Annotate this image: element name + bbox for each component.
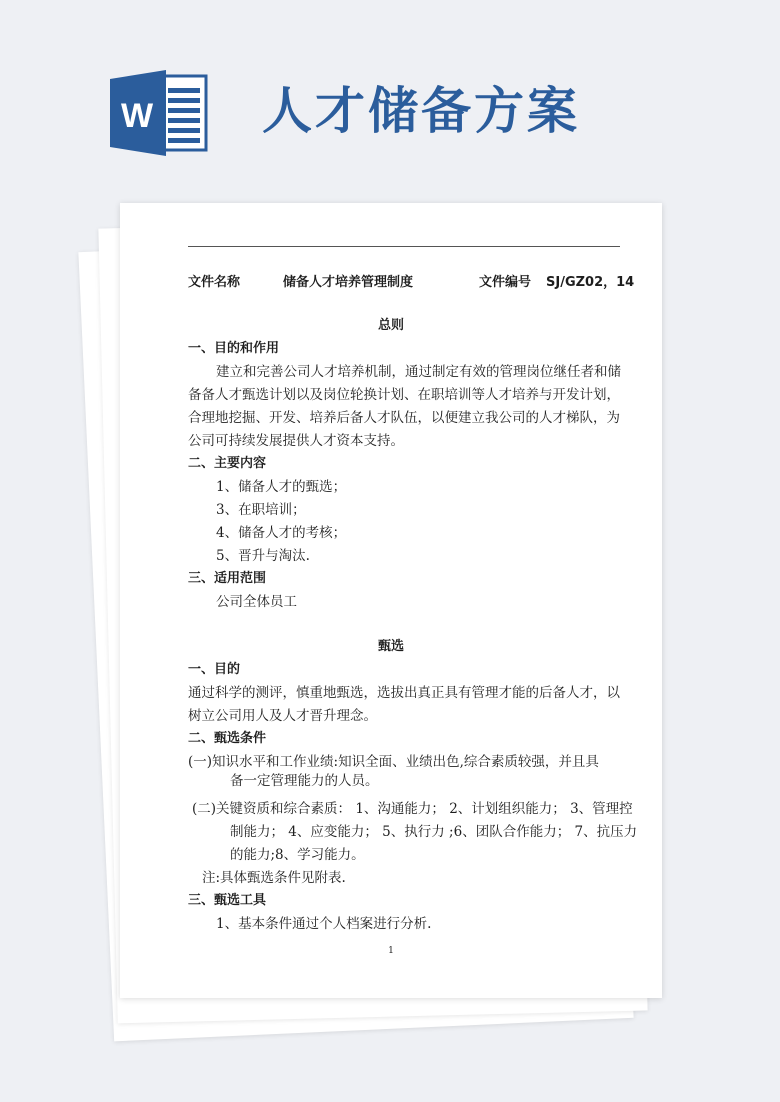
condition-line: (二)关键资质和综合素质： 1、沟通能力； 2、计划组织能力； 3、管理控 — [192, 801, 633, 817]
list-item: 4、储备人才的考核； — [216, 525, 347, 541]
section-title-selection: 甄选 — [377, 639, 404, 654]
general-s2-heading: 二、主要内容 — [188, 456, 267, 471]
paragraph-line: 公司可持续发展提供人才资本支持。 — [188, 433, 404, 449]
list-item: 3、在职培训； — [216, 502, 306, 518]
tool-item: 1、基本条件通过个人档案进行分析. — [216, 916, 432, 932]
note-text: 注:具体甄选条件见附表. — [202, 870, 346, 886]
doc-name-label: 文件名称 — [188, 275, 241, 290]
page-number: 1 — [388, 946, 394, 956]
general-s1-heading: 一、目的和作用 — [188, 341, 280, 356]
section-title-general: 总则 — [377, 318, 404, 333]
selection-s1-heading: 一、目的 — [188, 662, 241, 677]
doc-no-label: 文件编号 — [479, 275, 532, 290]
paragraph-line: 合理地挖掘、开发、培养后备人才队伍，以便建立我公司的人才梯队，为 — [188, 410, 620, 426]
header-rule — [188, 246, 620, 247]
paragraph-line: 树立公司用人及人才晋升理念。 — [188, 708, 377, 724]
doc-no-value: SJ/GZ02，14 — [546, 275, 635, 290]
condition-line: 备一定管理能力的人员。 — [230, 773, 379, 789]
general-s3-heading: 三、适用范围 — [188, 571, 267, 586]
selection-s3-heading: 三、甄选工具 — [188, 893, 267, 908]
list-item: 1、储备人才的甄选； — [216, 479, 347, 495]
condition-line: 制能力； 4、应变能力； 5、执行力 ;6、团队合作能力； 7、抗压力 — [230, 824, 638, 840]
list-item: 5、晋升与淘汰. — [216, 548, 310, 564]
condition-line: 的能力;8、学习能力。 — [230, 847, 365, 863]
selection-s2-heading: 二、甄选条件 — [188, 731, 267, 746]
doc-name-value: 储备人才培养管理制度 — [283, 275, 414, 290]
document-page — [120, 203, 662, 998]
word-app-icon — [110, 70, 208, 156]
word-icon-letter: W — [120, 97, 154, 135]
paragraph-line: 通过科学的测评，慎重地甄选，选拔出真正具有管理才能的后备人才，以 — [188, 685, 620, 701]
paragraph-line: 备备人才甄选计划以及岗位轮换计划、在职培训等人才培养与开发计划， — [188, 387, 620, 403]
paragraph-line: 建立和完善公司人才培养机制，通过制定有效的管理岗位继任者和储 — [216, 364, 621, 380]
banner-title: 人才储备方案 — [262, 82, 580, 140]
condition-line: (一)知识水平和工作业绩:知识全面、业绩出色,综合素质较强，并且具 — [188, 754, 599, 770]
scope-text: 公司全体员工 — [216, 594, 297, 610]
